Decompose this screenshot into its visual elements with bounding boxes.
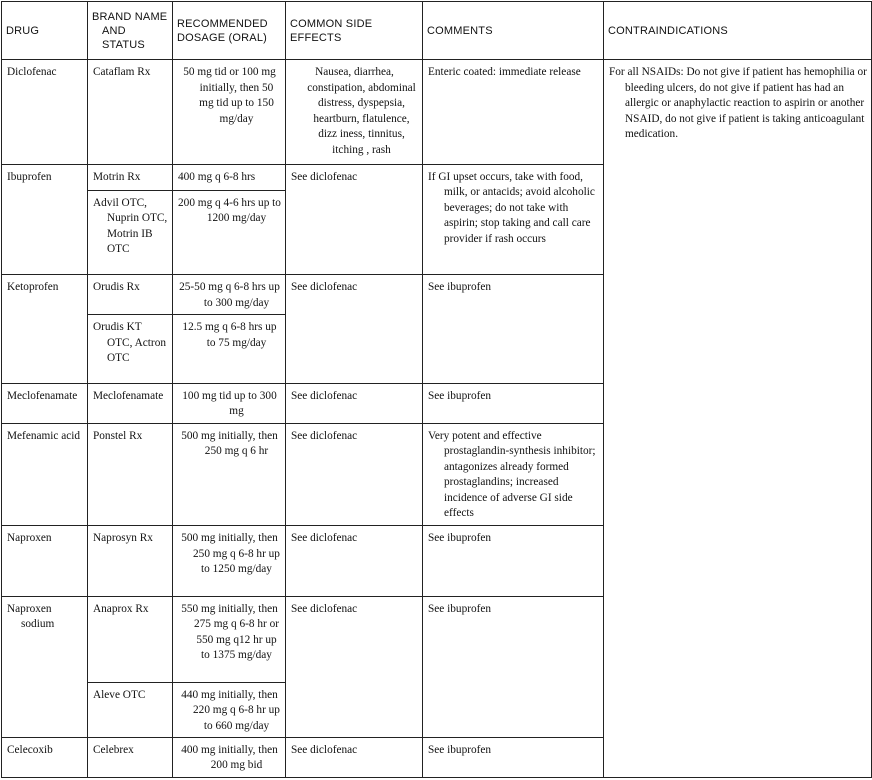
dosage-cell [173,423,286,525]
brand-cell: Aleve OTC [88,682,173,737]
drug-cell [2,423,88,525]
drug-cell: Naproxen [2,526,88,596]
dosage-cell [173,315,286,383]
drug-cell: Meclofenamate [2,383,88,423]
brand-cell [88,190,173,274]
brand-cell: Ponstel Rx [88,423,173,525]
dosage-text: 25-50 mg q 6-8 hrs up to 300 mg/day [179,281,280,309]
comments-cell: See ibuprofen [423,275,604,384]
dosage-text: 440 mg initially, then 220 mg q 6-8 hr up to 660 mg/day [181,688,280,732]
brand-cell: Meclofenamate [88,383,173,423]
header-dosage: RECOMMENDED DOSAGE (ORAL) [173,2,286,60]
drug-cell: Celecoxib [2,737,88,777]
dosage-cell [173,275,286,315]
dosage-text: 500 mg initially, then 250 mg q 6-8 hr up to 1250 mg/day [181,532,280,576]
dosage-cell [173,383,286,423]
brand-cell: Anaprox Rx [88,596,173,682]
brand-cell: Naprosyn Rx [88,526,173,596]
table-row [2,60,872,165]
header-row [2,2,872,60]
brand-cell: Celebrex [88,737,173,777]
dosage-text: 550 mg initially, then 275 mg q 6-8 hr or 550 mg q12 hr up to 1375 mg/day [181,602,280,662]
header-comments: COMMENTS [423,2,604,60]
side-effects-cell [286,60,423,165]
side-effects-cell: See diclofenac [286,383,423,423]
comments-cell: See ibuprofen [423,737,604,777]
side-effects-text: Nausea, diarrhea, constipation, abdominal distress, dyspepsia, heartburn, flatulence, dizz iness, tinnitus, itching , rash [307,66,416,156]
dosage-cell [173,596,286,682]
comments-cell: Enteric coated: immediate release [423,60,604,165]
dosage-text: 400 mg initially, then 200 mg bid [181,743,278,772]
nsaid-table [1,1,872,778]
dosage-cell [173,60,286,165]
side-effects-cell: See diclofenac [286,526,423,596]
dosage-text: 100 mg tid up to 300 mg [182,389,277,418]
side-effects-cell: See diclofenac [286,737,423,777]
header-drug: DRUG [2,2,88,60]
drug-cell: Ibuprofen [2,164,88,275]
drug-text: Mefenamic acid [7,429,81,442]
header-contraindications: CONTRAINDICATIONS [604,2,872,60]
brand-text: Advil OTC, Nuprin OTC, Motrin IB OTC [93,196,168,256]
comments-cell: See ibuprofen [423,596,604,737]
contraindications-text: For all NSAIDs: Do not give if patient has hemophilia or bleeding ulcers, do not give if patient has had an allergic or anaphylactic reaction to aspirin or another NSAID, do not give if patient is taking anticoagulant medication. [609,66,867,140]
brand-cell [88,315,173,383]
brand-text: Orudis KT OTC, Actron OTC [93,321,166,365]
side-effects-cell: See diclofenac [286,423,423,525]
side-effects-cell: See diclofenac [286,164,423,275]
header-side-effects: COMMON SIDE EFFECTS [286,2,423,60]
dosage-cell [173,682,286,737]
comments-cell [423,423,604,525]
dosage-text: 12.5 mg q 6-8 hrs up to 75 mg/day [182,321,277,349]
comments-cell: See ibuprofen [423,383,604,423]
brand-cell: Motrin Rx [88,164,173,190]
comments-text: If GI upset occurs, take with food, milk, or antacids; avoid alcoholic beverages; do not take with aspirin; stop taking and call care provider if rash occurs [428,170,595,245]
dosage-cell [173,737,286,777]
dosage-cell [173,190,286,274]
brand-cell: Orudis Rx [88,275,173,315]
header-brand: BRAND NAME AND STATUS [88,2,173,60]
drug-cell: Ketoprofen [2,275,88,384]
comments-cell: See ibuprofen [423,526,604,596]
drug-cell: Diclofenac [2,60,88,165]
comments-cell [423,164,604,275]
dosage-cell [173,526,286,596]
dosage-text: 50 mg tid or 100 mg initially, then 50 mg tid up to 150 mg/day [183,66,276,125]
drug-text: Naproxen sodium [7,602,55,631]
side-effects-cell: See diclofenac [286,596,423,737]
dosage-cell: 400 mg q 6-8 hrs [173,164,286,190]
dosage-text: 500 mg initially, then 250 mg q 6 hr [181,429,278,458]
contraindications-cell [604,60,872,778]
comments-text: Very potent and effective prostaglandin-synthesis inhibitor; antagonizes already formed prostaglandins; increased incidence of adverse GI side effects [428,429,596,520]
side-effects-cell: See diclofenac [286,275,423,384]
dosage-text: 200 mg q 4-6 hrs up to 1200 mg/day [178,196,281,225]
drug-cell [2,596,88,737]
brand-cell: Cataflam Rx [88,60,173,165]
